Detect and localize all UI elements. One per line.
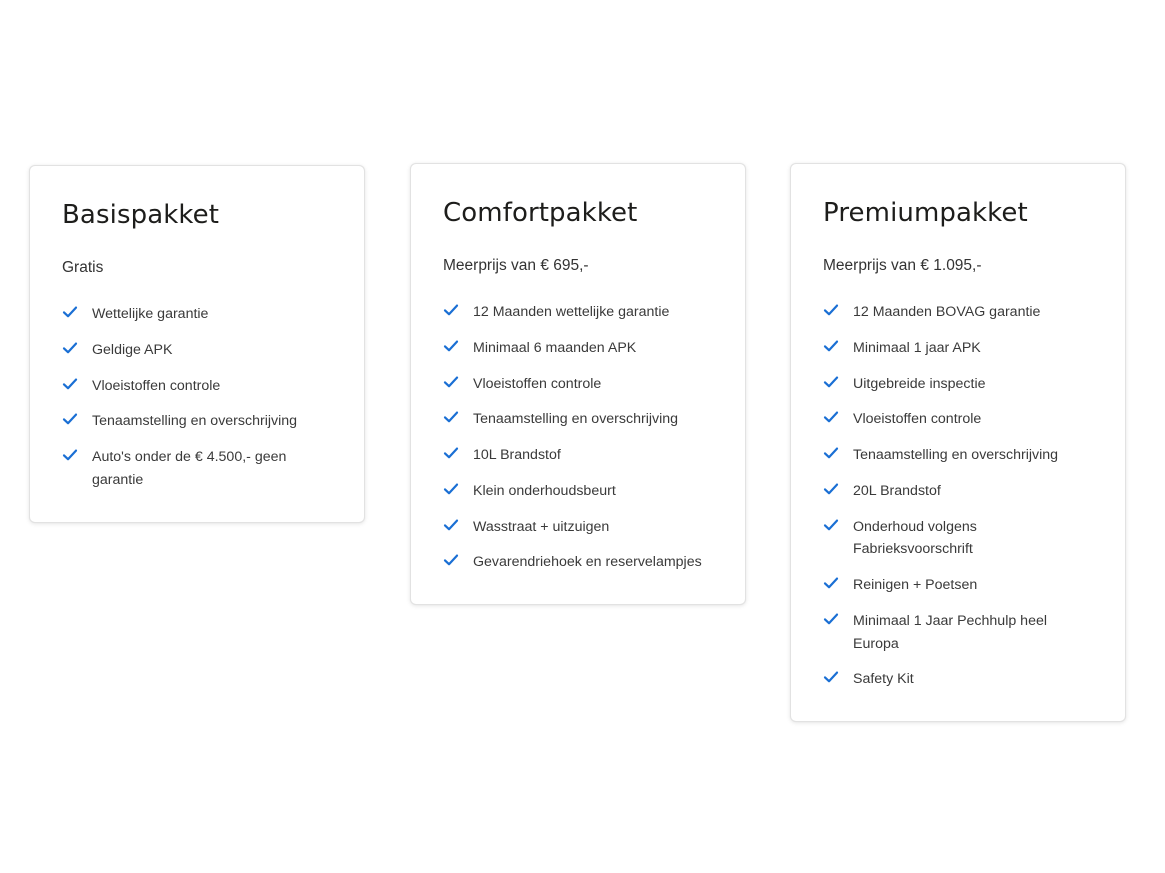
check-icon [443,481,459,499]
feature-label: Vloeistoffen controle [473,375,602,392]
check-icon [443,374,459,392]
feature-label: Vloeistoffen controle [853,411,982,428]
package-title: Premiumpakket [823,198,1028,228]
package-price: Meerprijs van € 695,- [443,257,589,275]
list-item [823,444,1093,467]
list-item [62,446,332,491]
feature-label: Vloeistoffen controle [92,377,221,394]
package-price: Gratis [62,259,104,277]
feature-label: 20L Brandstof [853,482,941,499]
check-icon [62,447,78,465]
list-item [62,410,332,433]
feature-label: 12 Maanden BOVAG garantie [853,304,1041,321]
feature-label: Klein onderhoudsbeurt [473,482,616,499]
check-icon [823,374,839,392]
check-icon [443,302,459,320]
check-icon [823,445,839,463]
feature-label: Tenaamstelling en overschrijving [92,413,298,430]
list-item [823,668,1093,691]
list-item [823,337,1093,360]
feature-label: Reinigen + Poetsen [853,577,978,594]
package-title: Basispakket [62,200,219,230]
list-item [823,516,1093,561]
package-price: Meerprijs van € 1.095,- [823,257,982,275]
list-item [443,551,713,574]
check-icon [823,338,839,356]
list-item [443,516,713,539]
list-item [823,574,1093,597]
feature-label: Onderhoud volgens Fabrieksvoorschrift [853,518,977,558]
check-icon [823,302,839,320]
check-icon [823,409,839,427]
feature-label: Uitgebreide inspectie [853,375,986,392]
package-feature-list [62,303,332,491]
check-icon [62,304,78,322]
list-item [443,444,713,467]
feature-label: Minimaal 6 maanden APK [473,340,637,357]
check-icon [823,517,839,535]
check-icon [823,481,839,499]
check-icon [443,338,459,356]
check-icon [443,409,459,427]
list-item [443,480,713,503]
feature-label: Tenaamstelling en overschrijving [853,447,1059,464]
feature-label: 12 Maanden wettelijke garantie [473,304,670,321]
check-icon [62,376,78,394]
feature-label: Minimaal 1 jaar APK [853,340,981,357]
feature-label: Minimaal 1 Jaar Pechhulp heel Europa [853,612,1048,652]
feature-label: Wettelijke garantie [92,306,209,323]
check-icon [62,411,78,429]
check-icon [443,517,459,535]
package-feature-list [443,301,713,574]
list-item [823,301,1093,324]
package-card-comfort[interactable] [410,163,746,605]
check-icon [443,445,459,463]
check-icon [62,340,78,358]
feature-label: Safety Kit [853,671,914,688]
list-item [62,339,332,362]
package-title: Comfortpakket [443,198,638,228]
list-item [823,373,1093,396]
check-icon [443,552,459,570]
list-item [823,610,1093,655]
package-card-basis[interactable] [29,165,365,523]
check-icon [823,669,839,687]
list-item [823,408,1093,431]
list-item [62,375,332,398]
package-card-premium[interactable] [790,163,1126,722]
list-item [443,337,713,360]
feature-label: Tenaamstelling en overschrijving [473,411,679,428]
feature-label: Auto's onder de € 4.500,- geen garantie [92,449,287,488]
feature-label: 10L Brandstof [473,447,561,464]
list-item [62,303,332,326]
feature-label: Geldige APK [92,342,173,359]
check-icon [823,575,839,593]
feature-label: Gevarendriehoek en reservelampjes [473,554,702,571]
list-item [823,480,1093,503]
feature-label: Wasstraat + uitzuigen [473,518,610,535]
package-feature-list [823,301,1093,691]
list-item [443,301,713,324]
list-item [443,373,713,396]
check-icon [823,611,839,629]
list-item [443,408,713,431]
